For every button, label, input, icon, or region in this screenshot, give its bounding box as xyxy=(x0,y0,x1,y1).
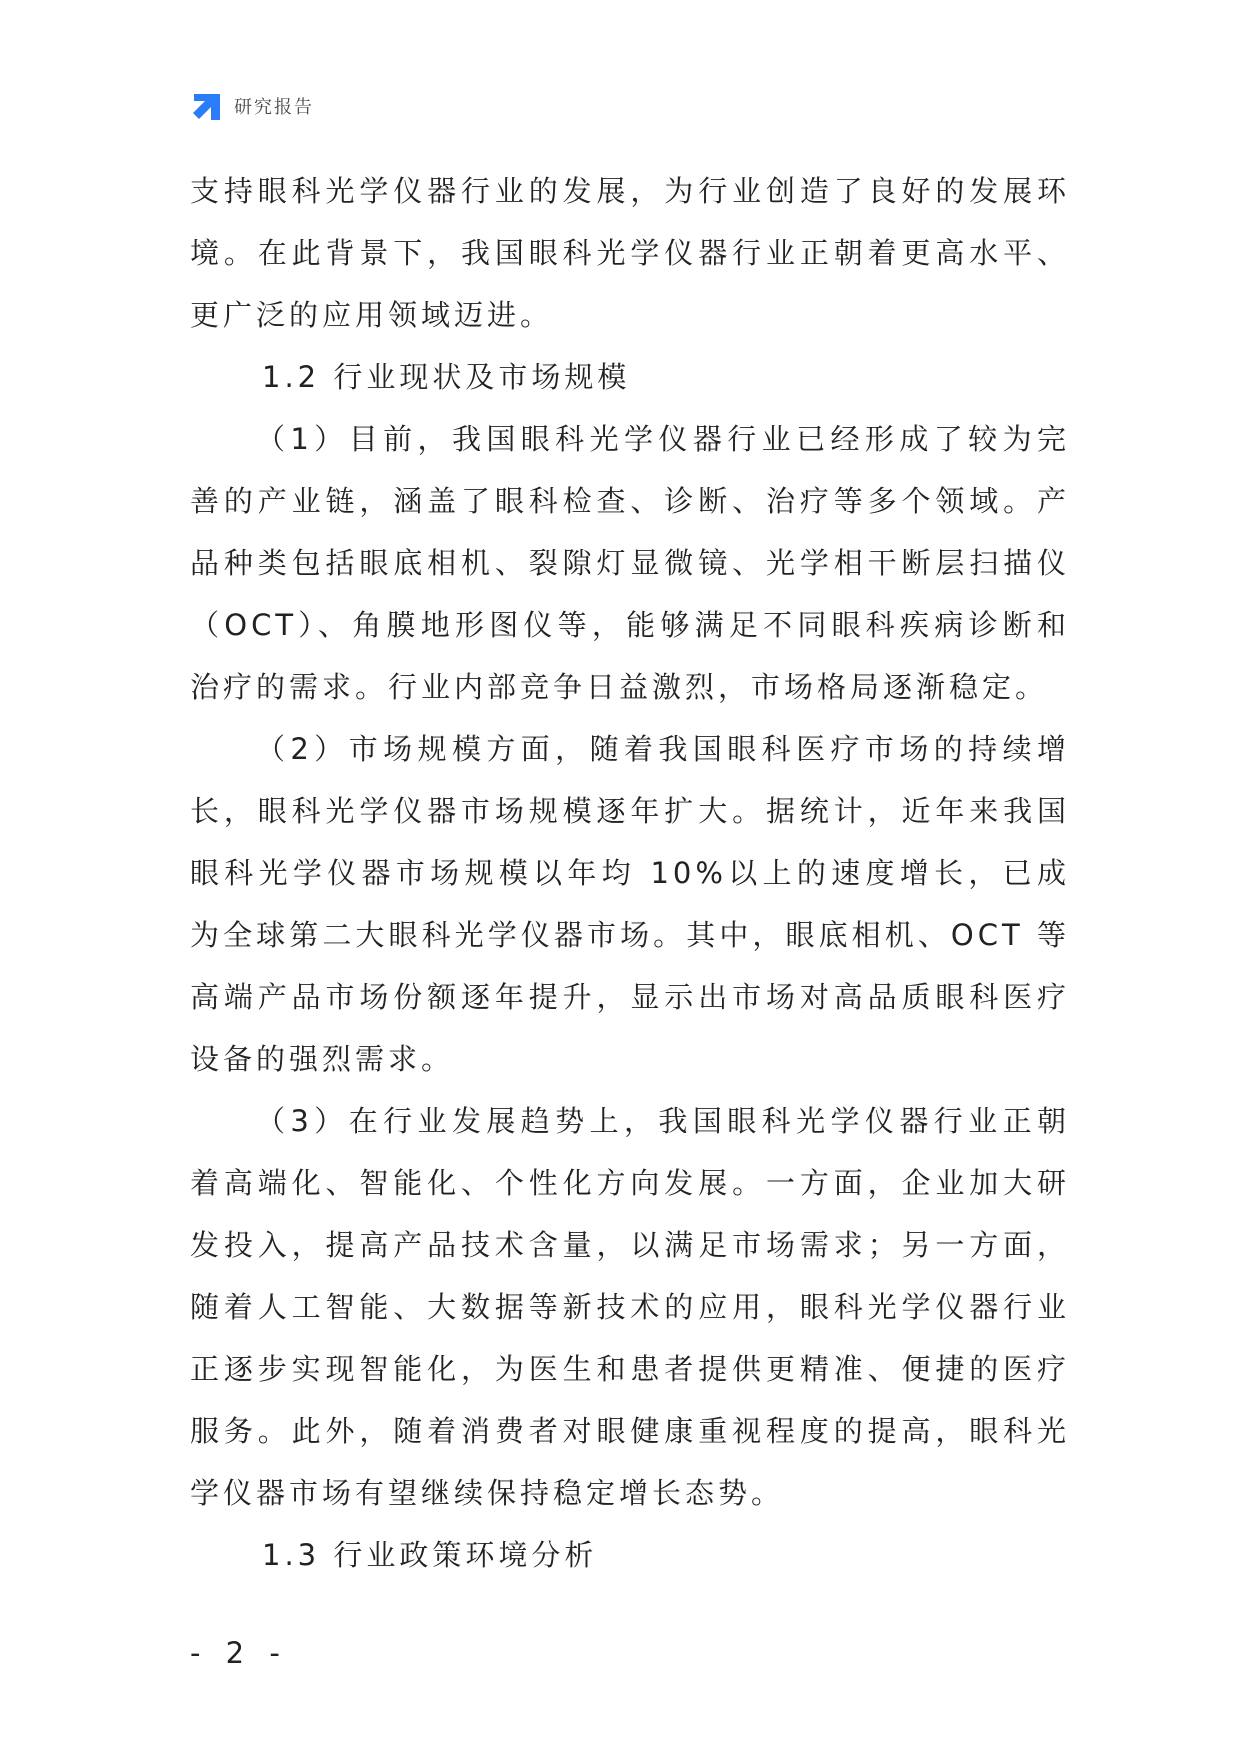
report-header xyxy=(190,90,314,122)
section-heading-1-2: 1.2 行业现状及市场规模 xyxy=(262,360,631,394)
continuation-paragraph: 支持眼科光学仪器行业的发展，为行业创造了良好的发展环境。在此背景下，我国眼科光学仪器行业正朝着更高水平、更广泛的应用领域迈进。 xyxy=(190,174,1070,332)
document-body xyxy=(190,160,1070,1586)
section-heading-1-3: 1.3 行业政策环境分析 xyxy=(262,1538,598,1572)
header-title: 研究报告 xyxy=(234,97,314,118)
arrow-up-right-icon xyxy=(190,90,222,122)
paragraph-1: （1）目前，我国眼科光学仪器行业已经形成了较为完善的产业链，涵盖了眼科检查、诊断、治疗等多个领域。产品种类包括眼底相机、裂隙灯显微镜、光学相干断层扫描仪（OCT）、角膜地形图仪等，能够满足不同眼科疾病诊断和治疗的需求。行业内部竞争日益激烈，市场格局逐渐稳定。 xyxy=(190,422,1070,704)
page-number: - 2 - xyxy=(190,1636,288,1670)
paragraph-3: （3）在行业发展趋势上，我国眼科光学仪器行业正朝着高端化、智能化、个性化方向发展。一方面，企业加大研发投入，提高产品技术含量，以满足市场需求；另一方面，随着人工智能、大数据等新技术的应用，眼科光学仪器行业正逐步实现智能化，为医生和患者提供更精准、便捷的医疗服务。此外，随着消费者对眼健康重视程度的提高，眼科光学仪器市场有望继续保持稳定增长态势。 xyxy=(190,1104,1070,1510)
paragraph-2: （2）市场规模方面，随着我国眼科医疗市场的持续增长，眼科光学仪器市场规模逐年扩大。据统计，近年来我国眼科光学仪器市场规模以年均 10%以上的速度增长，已成为全球第二大眼科光学仪器市场。其中，眼底相机、OCT 等高端产品市场份额逐年提升，显示出市场对高品质眼科医疗设备的强烈需求。 xyxy=(190,732,1070,1076)
